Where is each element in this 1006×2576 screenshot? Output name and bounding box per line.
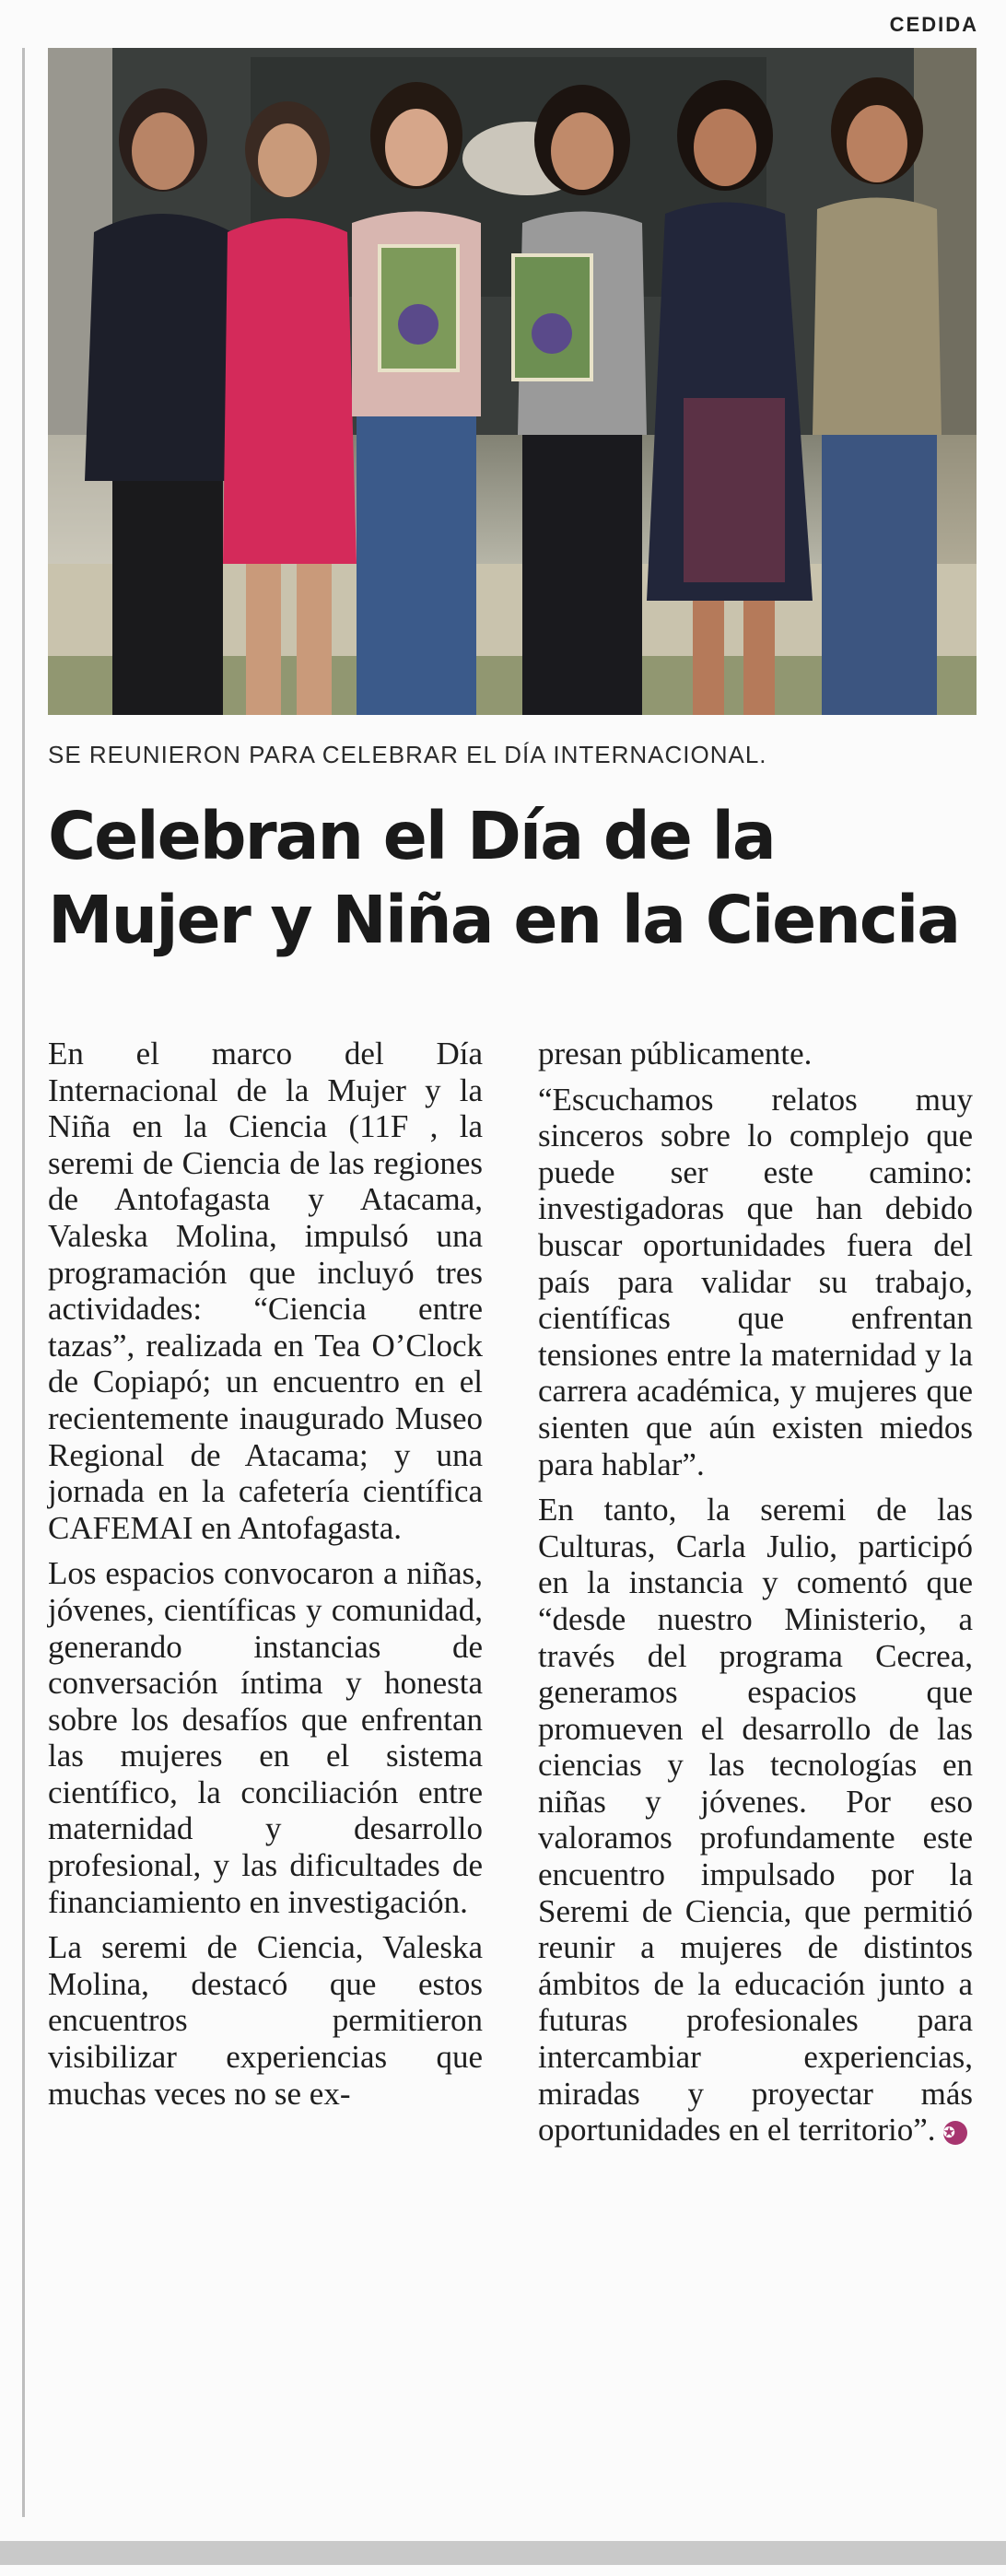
group-photo-illustration <box>48 48 977 715</box>
photo-caption: SE REUNIERON PARA CELEBRAR EL DÍA INTERNACIONAL. <box>48 741 767 768</box>
paragraph: “Escuchamos relatos muy sinceros sobre lo complejo que puede ser este camino: investigadoras que han debido buscar oportunidades fuera del país para validar su trabajo, científicas que enfrentan tensiones entre la maternidad y la carrera académica, y mujeres que sienten que aún existen miedos para hablar”. <box>538 1081 973 1482</box>
paragraph: En el marco del Día Internacional de la Mujer y la Niña en la Ciencia (11F , la seremi de Ciencia de las regiones de Antofagasta y Atacama, Valeska Molina, impulsó una programación que incluyó tres actividades: “Ciencia entre tazas”, realizada en Tea O’Clock de Copiapó; un encuentro en el recientemente inaugurado Museo Regional de Atacama; y una jornada en la cafetería científica CAFEMAI en Antofagasta. <box>48 1036 483 1546</box>
column-rule <box>22 48 25 2517</box>
page-bottom-bar <box>0 2541 1006 2565</box>
paragraph <box>538 1492 973 2149</box>
article-column-left <box>48 1036 483 2121</box>
headline: Celebran el Día de la Mujer y Niña en la Ciencia <box>48 798 960 958</box>
paragraph: presan públicamente. <box>538 1036 813 1071</box>
end-of-article-icon: ✪ <box>943 2121 967 2145</box>
photo-credit: CEDIDA <box>889 13 978 36</box>
paragraph-text: En tanto, la seremi de las Culturas, Carla Julio, participó en la instancia y comentó que “desde nuestro Ministerio, a través del programa Cecrea, generamos espacios que promueven el desarrollo de las ciencias y las tecnologías en niñas y jóvenes. Por eso valoramos profundamente este encuentro impulsado por la Seremi de Ciencia, que permitió reunir a mujeres de distintos ámbitos de la educación junto a futuras profesionales para intercambiar experiencias, miradas y proyectar más oportunidades en el territorio”. <box>538 1492 973 2149</box>
article-column-right <box>538 1036 973 2158</box>
paragraph: Los espacios convocaron a niñas, jóvenes, científicas y comunidad, generando instancias de conversación íntima y honesta sobre los desafíos que enfrentan las mujeres en el sistema científico, la conciliación entre maternidad y desarrollo profesional, y las dificultades de financiamiento en investigación. <box>48 1555 483 1920</box>
paragraph: La seremi de Ciencia, Valeska Molina, destacó que estos encuentros permitieron visibilizar experiencias que muchas veces no se ex- <box>48 1929 483 2112</box>
group-photo <box>48 48 977 715</box>
